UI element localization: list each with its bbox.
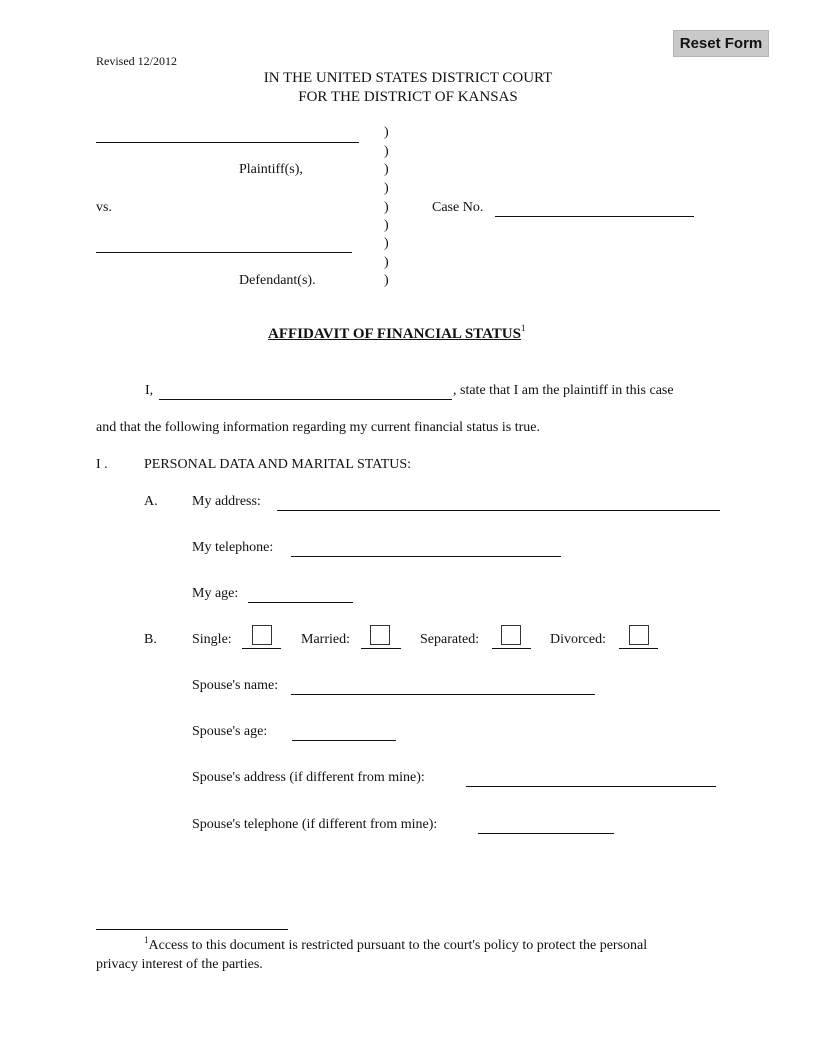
plaintiff-name-input[interactable] (96, 126, 359, 143)
plaintiff-label: Plaintiff(s), (239, 162, 303, 177)
affiant-name-input[interactable] (159, 383, 452, 400)
section-number: I . (96, 457, 108, 472)
spouse-name-input[interactable] (291, 678, 595, 695)
case-no-input[interactable] (495, 200, 694, 217)
intro-line2: and that the following information regarding my current financial status is true. (96, 420, 540, 435)
intro-lead: I, (145, 383, 154, 398)
defendant-name-input[interactable] (96, 236, 352, 253)
telephone-input[interactable] (291, 540, 561, 557)
vs-label: vs. (96, 200, 112, 215)
court-name-line2: FOR THE DISTRICT OF KANSAS (298, 89, 518, 105)
spouse-telephone-label: Spouse's telephone (if different from mine): (192, 817, 438, 832)
affidavit-title-text: AFFIDAVIT OF FINANCIAL STATUS (268, 326, 521, 342)
footnote-line1 (144, 935, 648, 954)
spouse-telephone-input[interactable] (478, 817, 614, 834)
single-label: Single: (192, 632, 232, 647)
divorced-checkbox[interactable] (629, 625, 649, 645)
divorced-label: Divorced: (550, 632, 606, 647)
married-underline (361, 648, 401, 649)
caption-paren: ) (384, 255, 389, 270)
caption-paren: ) (384, 162, 389, 177)
telephone-label: My telephone: (192, 540, 274, 555)
married-label: Married: (301, 632, 350, 647)
separated-underline (492, 648, 531, 649)
footnote-marker: 1 (520, 323, 526, 333)
court-name-line1: IN THE UNITED STATES DISTRICT COURT (263, 70, 553, 86)
item-a-letter: A. (144, 494, 158, 509)
caption-paren: ) (384, 144, 389, 159)
married-checkbox[interactable] (370, 625, 390, 645)
separated-label: Separated: (420, 632, 480, 647)
single-underline (242, 648, 281, 649)
revised-date: Revised 12/2012 (96, 54, 177, 68)
footnote-separator (96, 929, 288, 930)
address-label: My address: (192, 494, 261, 509)
separated-checkbox[interactable] (501, 625, 521, 645)
section-title: PERSONAL DATA AND MARITAL STATUS: (144, 457, 412, 472)
item-b-letter: B. (144, 632, 157, 647)
caption-paren: ) (384, 273, 389, 288)
spouse-age-label: Spouse's age: (192, 724, 268, 739)
spouse-address-input[interactable] (466, 770, 716, 787)
reset-form-button[interactable]: Reset Form (673, 30, 769, 57)
defendant-label: Defendant(s). (239, 273, 316, 288)
affidavit-title (268, 323, 526, 343)
age-label: My age: (192, 586, 239, 601)
footnote-line2: privacy interest of the parties. (96, 957, 263, 972)
age-input[interactable] (248, 586, 353, 603)
caption-paren: ) (384, 236, 389, 251)
spouse-name-label: Spouse's name: (192, 678, 279, 693)
spouse-age-input[interactable] (292, 724, 396, 741)
address-input[interactable] (277, 494, 720, 511)
footnote-number: 1 (144, 935, 149, 945)
case-no-label: Case No. (432, 200, 484, 215)
intro-after-name: , state that I am the plaintiff in this case (453, 383, 674, 398)
footnote-text: Access to this document is restricted pursuant to the court's policy to protect the personal (148, 938, 648, 953)
divorced-underline (619, 648, 658, 649)
caption-paren: ) (384, 218, 389, 233)
caption-paren: ) (384, 200, 389, 215)
spouse-address-label: Spouse's address (if different from mine): (192, 770, 425, 785)
single-checkbox[interactable] (252, 625, 272, 645)
caption-paren: ) (384, 181, 389, 196)
caption-paren: ) (384, 125, 389, 140)
